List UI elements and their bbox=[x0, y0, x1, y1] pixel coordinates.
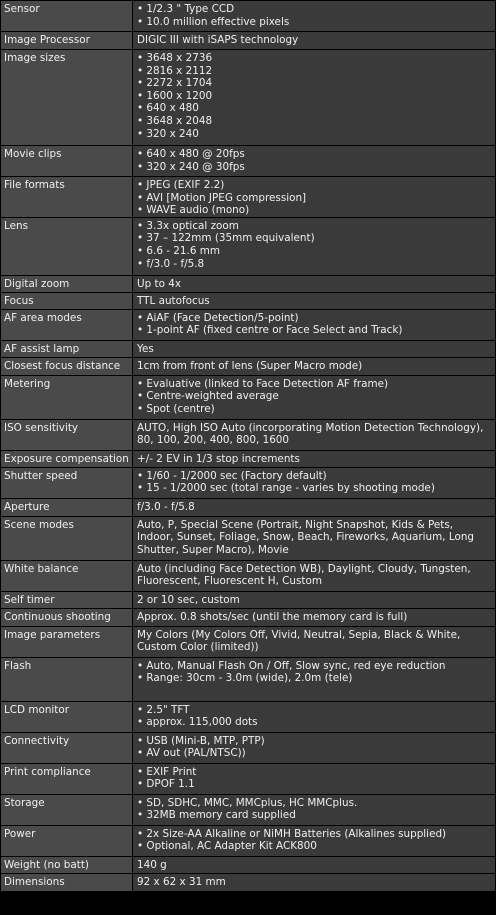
spec-value bbox=[133, 825, 496, 856]
spec-value-line: • SD, SDHC, MMC, MMCplus, HC MMCplus. bbox=[137, 796, 358, 809]
spec-label: Metering bbox=[1, 375, 133, 419]
spec-value bbox=[133, 794, 496, 825]
spec-value bbox=[133, 309, 496, 340]
spec-value-line: • 2x Size-AA Alkaline or NiMH Batteries (Alkalines supplied) bbox=[137, 827, 447, 840]
spec-row bbox=[1, 732, 496, 763]
spec-value-line: • EXIF Print bbox=[137, 765, 197, 778]
spec-value bbox=[133, 1, 496, 32]
spec-label: Closest focus distance bbox=[1, 357, 133, 375]
spec-value-line: • AV out (PAL/NTSC)) bbox=[137, 747, 246, 760]
spec-value-line: • 2816 x 2112 bbox=[137, 64, 213, 77]
spec-label: Image sizes bbox=[1, 50, 133, 146]
spec-value bbox=[133, 450, 496, 467]
spec-label: AF assist lamp bbox=[1, 340, 133, 357]
spec-value-line: Auto (including Face Detection WB), Daylight, Cloudy, Tungsten, Fluorescent, Fluorescent H, Custom bbox=[137, 562, 471, 588]
spec-value-line: • Optional, AC Adapter Kit ACK800 bbox=[137, 840, 317, 853]
spec-value bbox=[133, 50, 496, 146]
spec-label: AF area modes bbox=[1, 309, 133, 340]
spec-label: Shutter speed bbox=[1, 467, 133, 498]
specs-table-body bbox=[1, 1, 496, 892]
spec-value-line: 140 g bbox=[137, 858, 167, 871]
spec-row bbox=[1, 873, 496, 891]
spec-value-line: 2 or 10 sec, custom bbox=[137, 593, 240, 606]
spec-label: Print compliance bbox=[1, 763, 133, 794]
spec-row bbox=[1, 450, 496, 467]
spec-row bbox=[1, 1, 496, 32]
spec-value bbox=[133, 498, 496, 516]
spec-value-line: • 640 x 480 bbox=[137, 102, 199, 115]
spec-row bbox=[1, 32, 496, 50]
spec-value-line: 1cm from front of lens (Super Macro mode) bbox=[137, 359, 363, 372]
spec-value bbox=[133, 32, 496, 50]
spec-value-line: Up to 4x bbox=[137, 277, 181, 290]
spec-value bbox=[133, 873, 496, 891]
spec-value bbox=[133, 516, 496, 560]
spec-value-line: • 320 x 240 @ 30fps bbox=[137, 160, 245, 173]
spec-value bbox=[133, 591, 496, 608]
spec-row bbox=[1, 292, 496, 309]
spec-value bbox=[133, 626, 496, 657]
spec-value-line: • Auto, Manual Flash On / Off, Slow sync, red eye reduction bbox=[137, 659, 446, 672]
spec-value-line: • 3648 x 2048 bbox=[137, 114, 213, 127]
spec-row bbox=[1, 419, 496, 450]
spec-row bbox=[1, 591, 496, 608]
spec-value-line: • Centre-weighted average bbox=[137, 390, 279, 403]
spec-value-line: AUTO, High ISO Auto (incorporating Motion Detection Technology), 80, 100, 200, 400, 800, 1600 bbox=[137, 421, 484, 447]
spec-row bbox=[1, 794, 496, 825]
spec-label: Scene modes bbox=[1, 516, 133, 560]
spec-value bbox=[133, 608, 496, 626]
spec-value bbox=[133, 419, 496, 450]
spec-value-line: • Evaluative (linked to Face Detection AF frame) bbox=[137, 377, 389, 390]
spec-value-line: • 10.0 million effective pixels bbox=[137, 15, 290, 28]
spec-label: White balance bbox=[1, 560, 133, 591]
spec-value-line: • 1/60 - 1/2000 sec (Factory default) bbox=[137, 469, 327, 482]
spec-value bbox=[133, 732, 496, 763]
spec-value-line: • 15 - 1/2000 sec (total range - varies by shooting mode) bbox=[137, 482, 435, 495]
spec-row bbox=[1, 516, 496, 560]
spec-value bbox=[133, 657, 496, 701]
spec-value-line: • USB (Mini-B, MTP, PTP) bbox=[137, 734, 265, 747]
spec-value bbox=[133, 856, 496, 873]
spec-label: Digital zoom bbox=[1, 275, 133, 292]
spec-value bbox=[133, 217, 496, 275]
spec-label: Aperture bbox=[1, 498, 133, 516]
spec-value bbox=[133, 177, 496, 218]
spec-row bbox=[1, 498, 496, 516]
spec-label: LCD monitor bbox=[1, 701, 133, 732]
spec-value-line: My Colors (My Colors Off, Vivid, Neutral, Sepia, Black & White, Custom Color (limited)) bbox=[137, 628, 461, 654]
spec-label: Continuous shooting bbox=[1, 608, 133, 626]
spec-value-line: • Range: 30cm - 3.0m (wide), 2.0m (tele) bbox=[137, 672, 353, 685]
spec-value-line: • 1600 x 1200 bbox=[137, 89, 213, 102]
spec-value-line: • 2.5" TFT bbox=[137, 703, 190, 716]
spec-value-line: 92 x 62 x 31 mm bbox=[137, 875, 226, 888]
spec-row bbox=[1, 50, 496, 146]
spec-label: Movie clips bbox=[1, 146, 133, 177]
spec-label: Image Processor bbox=[1, 32, 133, 50]
spec-value-line: f/3.0 - f/5.8 bbox=[137, 500, 195, 513]
spec-value-line: Approx. 0.8 shots/sec (until the memory card is full) bbox=[137, 610, 408, 623]
spec-row bbox=[1, 626, 496, 657]
spec-label: Connectivity bbox=[1, 732, 133, 763]
spec-label: Storage bbox=[1, 794, 133, 825]
spec-value bbox=[133, 292, 496, 309]
spec-value bbox=[133, 340, 496, 357]
spec-label: Weight (no batt) bbox=[1, 856, 133, 873]
spec-value-line: • 1-point AF (fixed centre or Face Select and Track) bbox=[137, 324, 403, 337]
spec-value-line: Auto, P, Special Scene (Portrait, Night Snapshot, Kids & Pets, Indoor, Sunset, Foliage, Snow, Beach, Fireworks, Aquarium, Long Shutter, Super Macro), Movie bbox=[137, 518, 475, 556]
spec-row bbox=[1, 177, 496, 218]
spec-value bbox=[133, 560, 496, 591]
spec-label: Exposure compensation bbox=[1, 450, 133, 467]
spec-value-line: • 2272 x 1704 bbox=[137, 77, 213, 90]
spec-value-line: • f/3.0 - f/5.8 bbox=[137, 257, 205, 270]
spec-row bbox=[1, 657, 496, 701]
spec-value-line: • JPEG (EXIF 2.2) bbox=[137, 179, 225, 191]
spec-label: Sensor bbox=[1, 1, 133, 32]
spec-value-line: Yes bbox=[137, 342, 154, 355]
spec-value-line: • AVI [Motion JPEG compression] bbox=[137, 191, 307, 204]
spec-value-line: • 3.3x optical zoom bbox=[137, 219, 239, 232]
spec-value bbox=[133, 357, 496, 375]
spec-row bbox=[1, 275, 496, 292]
spec-value bbox=[133, 146, 496, 177]
spec-row bbox=[1, 825, 496, 856]
spec-value bbox=[133, 701, 496, 732]
spec-value-line: • 320 x 240 bbox=[137, 127, 199, 140]
spec-row bbox=[1, 608, 496, 626]
spec-value-line: • WAVE audio (mono) bbox=[137, 204, 250, 217]
spec-value-line: • approx. 115,000 dots bbox=[137, 716, 258, 729]
spec-value bbox=[133, 375, 496, 419]
spec-label: Dimensions bbox=[1, 873, 133, 891]
spec-value-line: DIGIC III with iSAPS technology bbox=[137, 34, 299, 46]
spec-label: Self timer bbox=[1, 591, 133, 608]
spec-row bbox=[1, 701, 496, 732]
spec-row bbox=[1, 340, 496, 357]
spec-label: Focus bbox=[1, 292, 133, 309]
spec-value-line: • Spot (centre) bbox=[137, 402, 215, 415]
spec-label: Image parameters bbox=[1, 626, 133, 657]
spec-value bbox=[133, 763, 496, 794]
spec-row bbox=[1, 560, 496, 591]
spec-value-line: • 1/2.3 " Type CCD bbox=[137, 3, 235, 15]
spec-value-line: +/- 2 EV in 1/3 stop increments bbox=[137, 452, 300, 465]
spec-row bbox=[1, 467, 496, 498]
spec-value-line: • 32MB memory card supplied bbox=[137, 809, 296, 822]
spec-value-line: • 6.6 - 21.6 mm bbox=[137, 244, 220, 257]
spec-row bbox=[1, 357, 496, 375]
spec-row bbox=[1, 763, 496, 794]
spec-value-line: • AiAF (Face Detection/5-point) bbox=[137, 311, 299, 324]
spec-row bbox=[1, 146, 496, 177]
spec-value-line: • 3648 x 2736 bbox=[137, 52, 213, 64]
spec-label: File formats bbox=[1, 177, 133, 218]
spec-value-line: TTL autofocus bbox=[137, 294, 210, 307]
spec-value-line: • 37 – 122mm (35mm equivalent) bbox=[137, 232, 315, 245]
spec-value-line: • DPOF 1.1 bbox=[137, 778, 195, 791]
spec-value bbox=[133, 467, 496, 498]
spec-row bbox=[1, 217, 496, 275]
spec-label: Lens bbox=[1, 217, 133, 275]
spec-value-line: • 640 x 480 @ 20fps bbox=[137, 148, 245, 160]
spec-label: ISO sensitivity bbox=[1, 419, 133, 450]
spec-row bbox=[1, 856, 496, 873]
spec-label: Power bbox=[1, 825, 133, 856]
spec-row bbox=[1, 375, 496, 419]
spec-label: Flash bbox=[1, 657, 133, 701]
spec-row bbox=[1, 309, 496, 340]
spec-value bbox=[133, 275, 496, 292]
